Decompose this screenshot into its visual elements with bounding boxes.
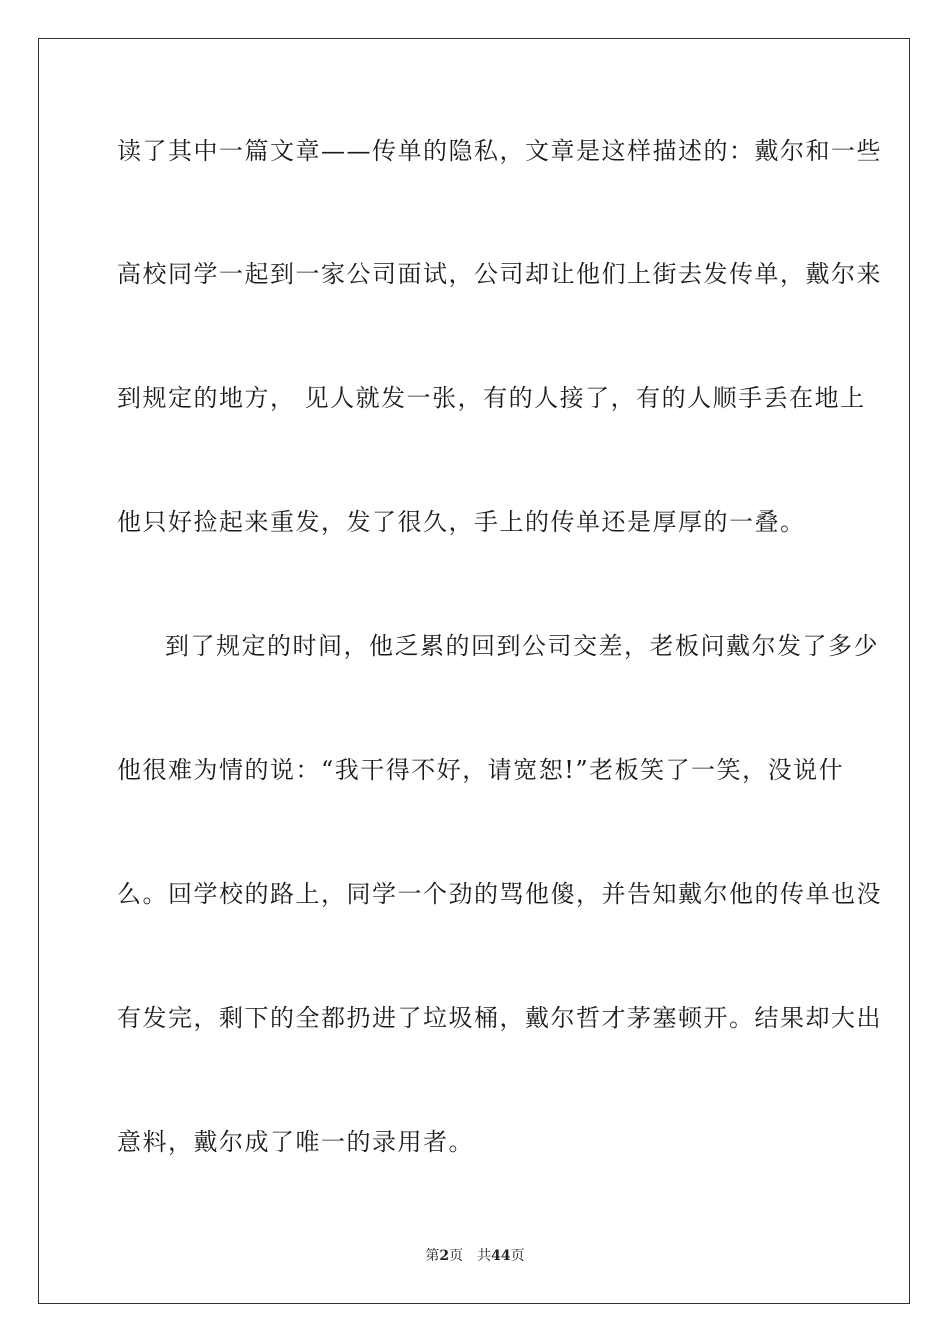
total-prefix: 共 <box>477 1248 492 1264</box>
total-pages: 44 <box>491 1248 511 1264</box>
text-line-7: 么。回学校的路上，同学一个劲的骂他傻，并告知戴尔他的传单也没 <box>117 880 882 908</box>
page-suffix: 页 <box>449 1248 464 1264</box>
text-line-6: 他很难为情的说：“我干得不好，请宽恕!”老板笑了一笑，没说什 <box>117 756 845 784</box>
text-line-2: 高校同学一起到一家公司面试，公司却让他们上街去发传单，戴尔来 <box>117 260 882 288</box>
page-number: 2 <box>439 1248 450 1264</box>
page-border <box>38 38 910 1304</box>
page-prefix: 第 <box>425 1248 440 1264</box>
text-line-1: 读了其中一篇文章——传单的隐私，文章是这样描述的：戴尔和一些 <box>117 137 882 165</box>
text-line-9: 意料，戴尔成了唯一的录用者。 <box>117 1128 474 1156</box>
page-footer <box>0 1247 950 1265</box>
text-line-8: 有发完，剩下的全都扔进了垃圾桶，戴尔哲才茅塞顿开。结果却大出 <box>117 1004 882 1032</box>
text-line-4: 他只好捡起来重发，发了很久，手上的传单还是厚厚的一叠。 <box>117 508 806 536</box>
text-line-3: 到规定的地方， 见人就发一张，有的人接了，有的人顺手丢在地上 <box>117 384 866 412</box>
text-line-5-paragraph-start: 到了规定的时间，他乏累的回到公司交差，老板问戴尔发了多少 <box>165 632 879 660</box>
total-suffix: 页 <box>510 1248 525 1264</box>
